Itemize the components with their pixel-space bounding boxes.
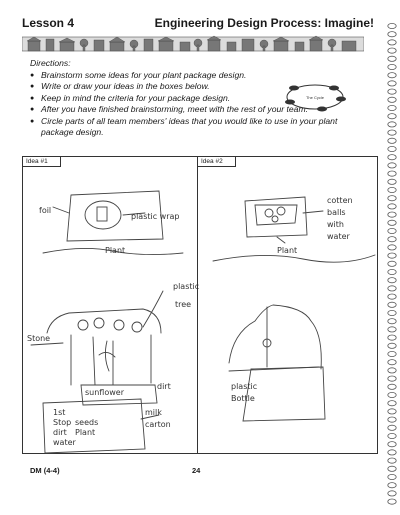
page-footer bbox=[30, 466, 360, 478]
document-code: DM (4-4) bbox=[30, 466, 60, 475]
page-number: 24 bbox=[192, 466, 201, 475]
idea1-label-dirt: dirt bbox=[157, 382, 171, 391]
spiral-ring bbox=[388, 442, 396, 447]
spiral-ring bbox=[388, 228, 396, 233]
idea2-label-bottle: Bottle bbox=[231, 394, 255, 403]
idea1-label-stop: Stop bbox=[53, 418, 72, 427]
idea2-label-with: with bbox=[327, 220, 344, 229]
design-cycle-icon bbox=[282, 80, 348, 114]
spiral-ring bbox=[388, 499, 396, 504]
spiral-ring bbox=[388, 384, 396, 389]
spiral-ring bbox=[388, 204, 396, 209]
idea2-label-plant: Plant bbox=[277, 246, 298, 255]
spiral-ring bbox=[388, 483, 396, 488]
idea1-label-plant: Plant bbox=[105, 246, 126, 255]
spiral-ring bbox=[388, 376, 396, 381]
spiral-ring bbox=[388, 155, 396, 160]
idea2-label-water: water bbox=[327, 232, 350, 241]
direction-item: ● After you have finished brainstorming, meet with the rest of your team. bbox=[30, 104, 350, 116]
spiral-ring bbox=[388, 450, 396, 455]
idea1-label-carton: carton bbox=[145, 420, 171, 429]
spiral-ring bbox=[388, 286, 396, 291]
spiral-ring bbox=[388, 97, 396, 102]
idea-1-tab: Idea #1 bbox=[23, 157, 61, 167]
spiral-ring bbox=[388, 269, 396, 274]
spiral-ring bbox=[388, 56, 396, 61]
cycle-label: The Cycle bbox=[305, 95, 325, 100]
spiral-ring bbox=[388, 122, 396, 127]
spiral-ring bbox=[388, 327, 396, 332]
spiral-ring bbox=[388, 310, 396, 315]
spiral-ring bbox=[388, 48, 396, 53]
spiral-ring bbox=[388, 458, 396, 463]
spiral-ring bbox=[388, 253, 396, 258]
spiral-ring bbox=[388, 245, 396, 250]
spiral-ring bbox=[388, 171, 396, 176]
idea-2-tab: Idea #2 bbox=[198, 157, 236, 167]
spiral-ring bbox=[388, 425, 396, 430]
spiral-ring bbox=[388, 163, 396, 168]
spiral-ring bbox=[388, 302, 396, 307]
student-drawings bbox=[23, 157, 379, 455]
spiral-ring bbox=[388, 105, 396, 110]
spiral-ring bbox=[388, 491, 396, 496]
idea1-label-plastic: plastic bbox=[173, 282, 200, 291]
idea1-label-seeds: seeds bbox=[75, 418, 99, 427]
direction-item: ● Keep in mind the criteria for your package design. bbox=[30, 93, 280, 105]
spiral-ring bbox=[388, 212, 396, 217]
spiral-ring bbox=[388, 81, 396, 86]
idea1-label-tree: tree bbox=[175, 300, 192, 309]
idea1-label-sunflower: sunflower bbox=[85, 388, 124, 397]
directions-heading: Directions: bbox=[30, 58, 71, 68]
spiral-ring bbox=[388, 335, 396, 340]
spiral-ring bbox=[388, 64, 396, 69]
idea1-label-step-1: 1st bbox=[53, 408, 66, 417]
spiral-ring bbox=[388, 294, 396, 299]
idea2-label-cotten: cotten bbox=[327, 196, 353, 205]
spiral-binding bbox=[386, 20, 398, 510]
spiral-ring bbox=[388, 187, 396, 192]
spiral-ring bbox=[388, 351, 396, 356]
spiral-ring bbox=[388, 409, 396, 414]
spiral-ring bbox=[388, 401, 396, 406]
idea-worksheet bbox=[22, 156, 378, 454]
spiral-ring bbox=[388, 146, 396, 151]
spiral-ring bbox=[388, 261, 396, 266]
spiral-ring bbox=[388, 474, 396, 479]
idea1-label-dirt-2: dirt bbox=[53, 428, 67, 437]
spiral-ring bbox=[388, 237, 396, 242]
spiral-ring bbox=[388, 114, 396, 119]
spiral-ring bbox=[388, 433, 396, 438]
lesson-title: Lesson 4 bbox=[22, 16, 75, 30]
idea1-label-plant-2: Plant bbox=[75, 428, 96, 437]
direction-item: ● Write or draw your ideas in the boxes below. bbox=[30, 81, 280, 93]
direction-item: ● Circle parts of all team members' ideas that you would like to use in your plant package design. bbox=[30, 116, 350, 139]
spiral-ring bbox=[388, 220, 396, 225]
spiral-ring bbox=[388, 360, 396, 365]
spiral-ring bbox=[388, 40, 396, 45]
idea2-label-balls: balls bbox=[327, 208, 346, 217]
spiral-ring bbox=[388, 368, 396, 373]
spiral-ring bbox=[388, 73, 396, 78]
spiral-ring bbox=[388, 23, 396, 28]
spiral-ring bbox=[388, 319, 396, 324]
spiral-ring bbox=[388, 417, 396, 422]
spiral-ring bbox=[388, 138, 396, 143]
spiral-ring bbox=[388, 130, 396, 135]
spiral-ring bbox=[388, 278, 396, 283]
spiral-ring bbox=[388, 392, 396, 397]
idea1-label-foil: foil bbox=[39, 206, 52, 215]
direction-item: ● Brainstorm some ideas for your plant package design. bbox=[30, 70, 280, 82]
idea1-label-plastic-wrap: plastic wrap bbox=[131, 212, 180, 221]
spiral-ring bbox=[388, 89, 396, 94]
idea1-label-milk: milk bbox=[145, 408, 162, 417]
idea1-label-water: water bbox=[53, 438, 76, 447]
spiral-ring bbox=[388, 179, 396, 184]
spiral-ring bbox=[388, 196, 396, 201]
process-title: Engineering Design Process: Imagine! bbox=[154, 16, 374, 30]
spiral-ring bbox=[388, 466, 396, 471]
spiral-ring bbox=[388, 32, 396, 37]
idea2-label-plastic: plastic bbox=[231, 382, 258, 391]
idea1-label-stone: Stone bbox=[27, 334, 51, 343]
spiral-ring bbox=[388, 343, 396, 348]
town-banner bbox=[22, 35, 364, 53]
page-header bbox=[22, 16, 378, 32]
